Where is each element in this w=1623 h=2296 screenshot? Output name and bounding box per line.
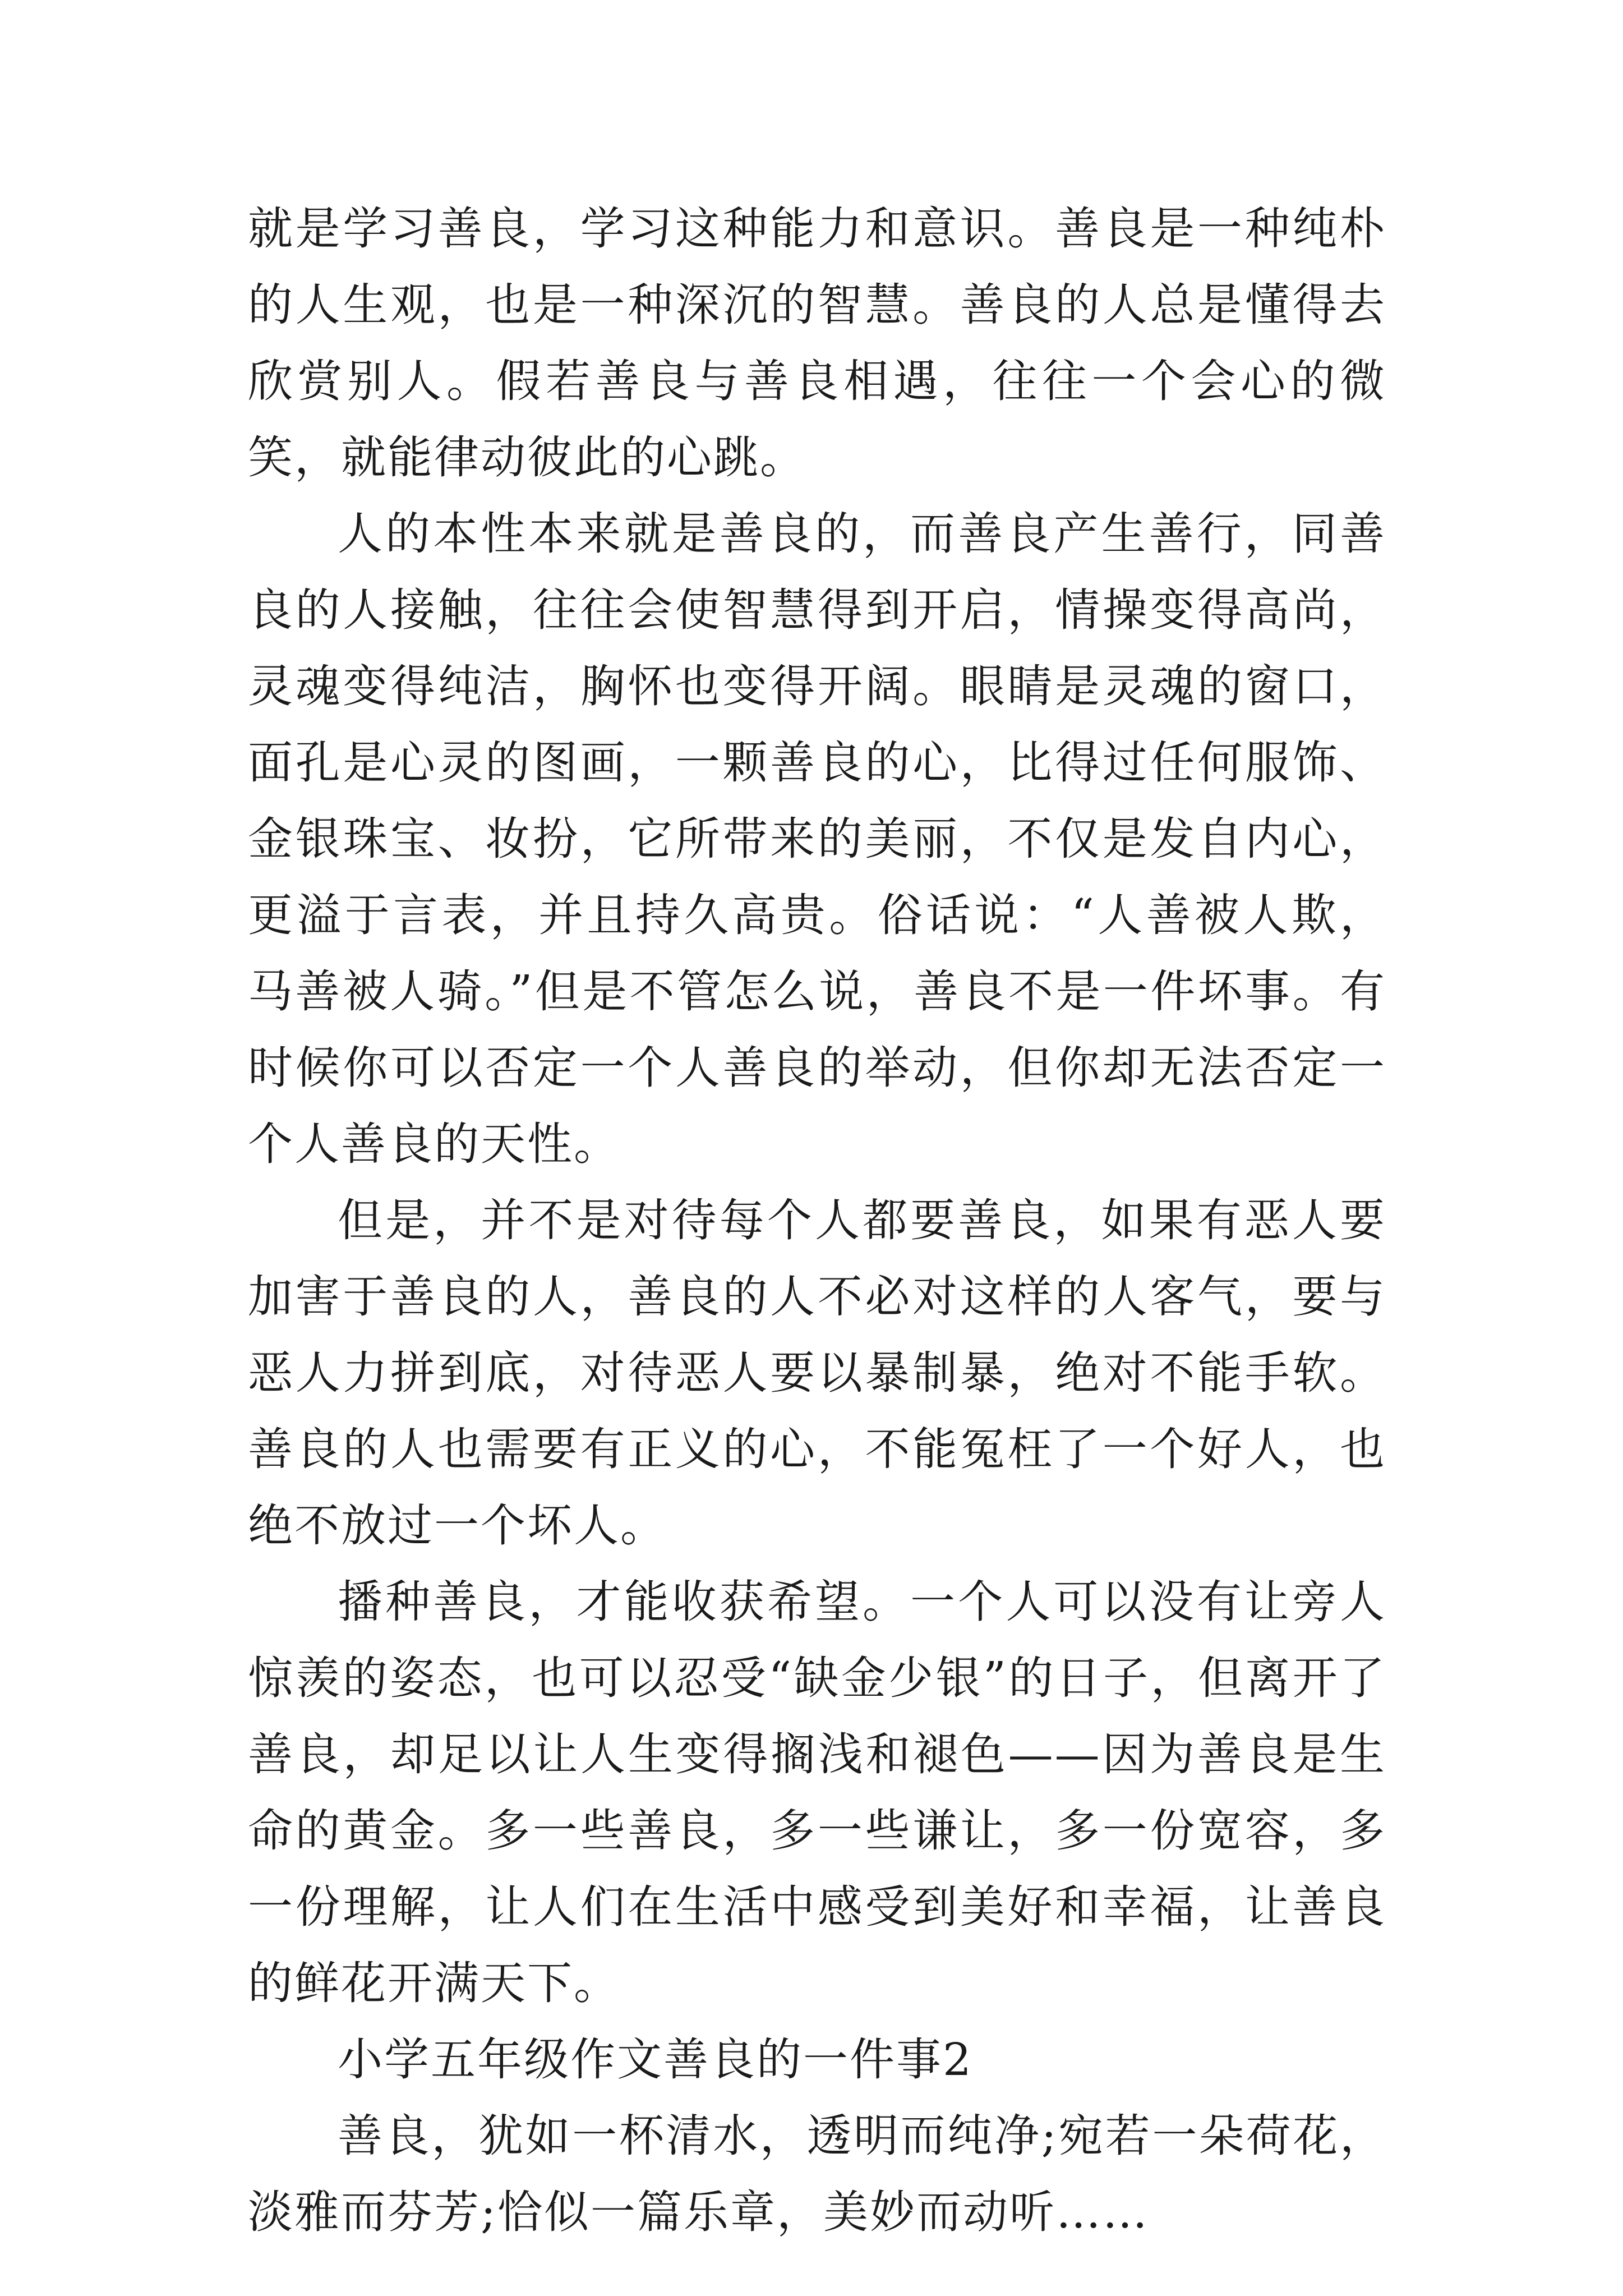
body-paragraph: 人的本性本来就是善良的，而善良产生善行，同善良的人接触，往往会使智慧得到开启，情操变得高尚，灵魂变得纯洁，胸怀也变得开阔。眼睛是灵魂的窗口，面孔是心灵的图画，一颗善良的心，比得过任何服饰、金银珠宝、妆扮，它所带来的美丽，不仅是发自内心，更溢于言表，并且持久高贵。俗话说：“人善被人欺，马善被人骑。”但是不管怎么说，善良不是一件坏事。有时候你可以否定一个人善良的举动，但你却无法否定一个人善良的天性。 <box>248 508 1386 1170</box>
body-paragraph: 播种善良，才能收获希望。一个人可以没有让旁人惊羡的姿态，也可以忍受“缺金少银”的日子，但离开了善良，却足以让人生变得搁浅和褪色——因为善良是生命的黄金。多一些善良，多一些谦让，多一份宽容，多一份理解，让人们在生活中感受到美好和幸福，让善良的鲜花开满天下。 <box>248 1576 1386 2009</box>
document-body <box>248 191 1386 2251</box>
body-paragraph: 就是学习善良，学习这种能力和意识。善良是一种纯朴的人生观，也是一种深沉的智慧。善良的人总是懂得去欣赏别人。假若善良与善良相遇，往往一个会心的微笑，就能律动彼此的心跳。 <box>248 203 1386 484</box>
body-paragraph: 但是，并不是对待每个人都要善良，如果有恶人要加害于善良的人，善良的人不必对这样的人客气，要与恶人力拼到底，对待恶人要以暴制暴，绝对不能手软。善良的人也需要有正义的心，不能冤枉了一个好人，也绝不放过一个坏人。 <box>248 1194 1386 1552</box>
body-paragraph: 善良，犹如一杯清水，透明而纯净;宛若一朵荷花，淡雅而芬芳;恰似一篇乐章，美妙而动听…… <box>248 2110 1386 2238</box>
section-heading: 小学五年级作文善良的一件事2 <box>338 2033 973 2086</box>
